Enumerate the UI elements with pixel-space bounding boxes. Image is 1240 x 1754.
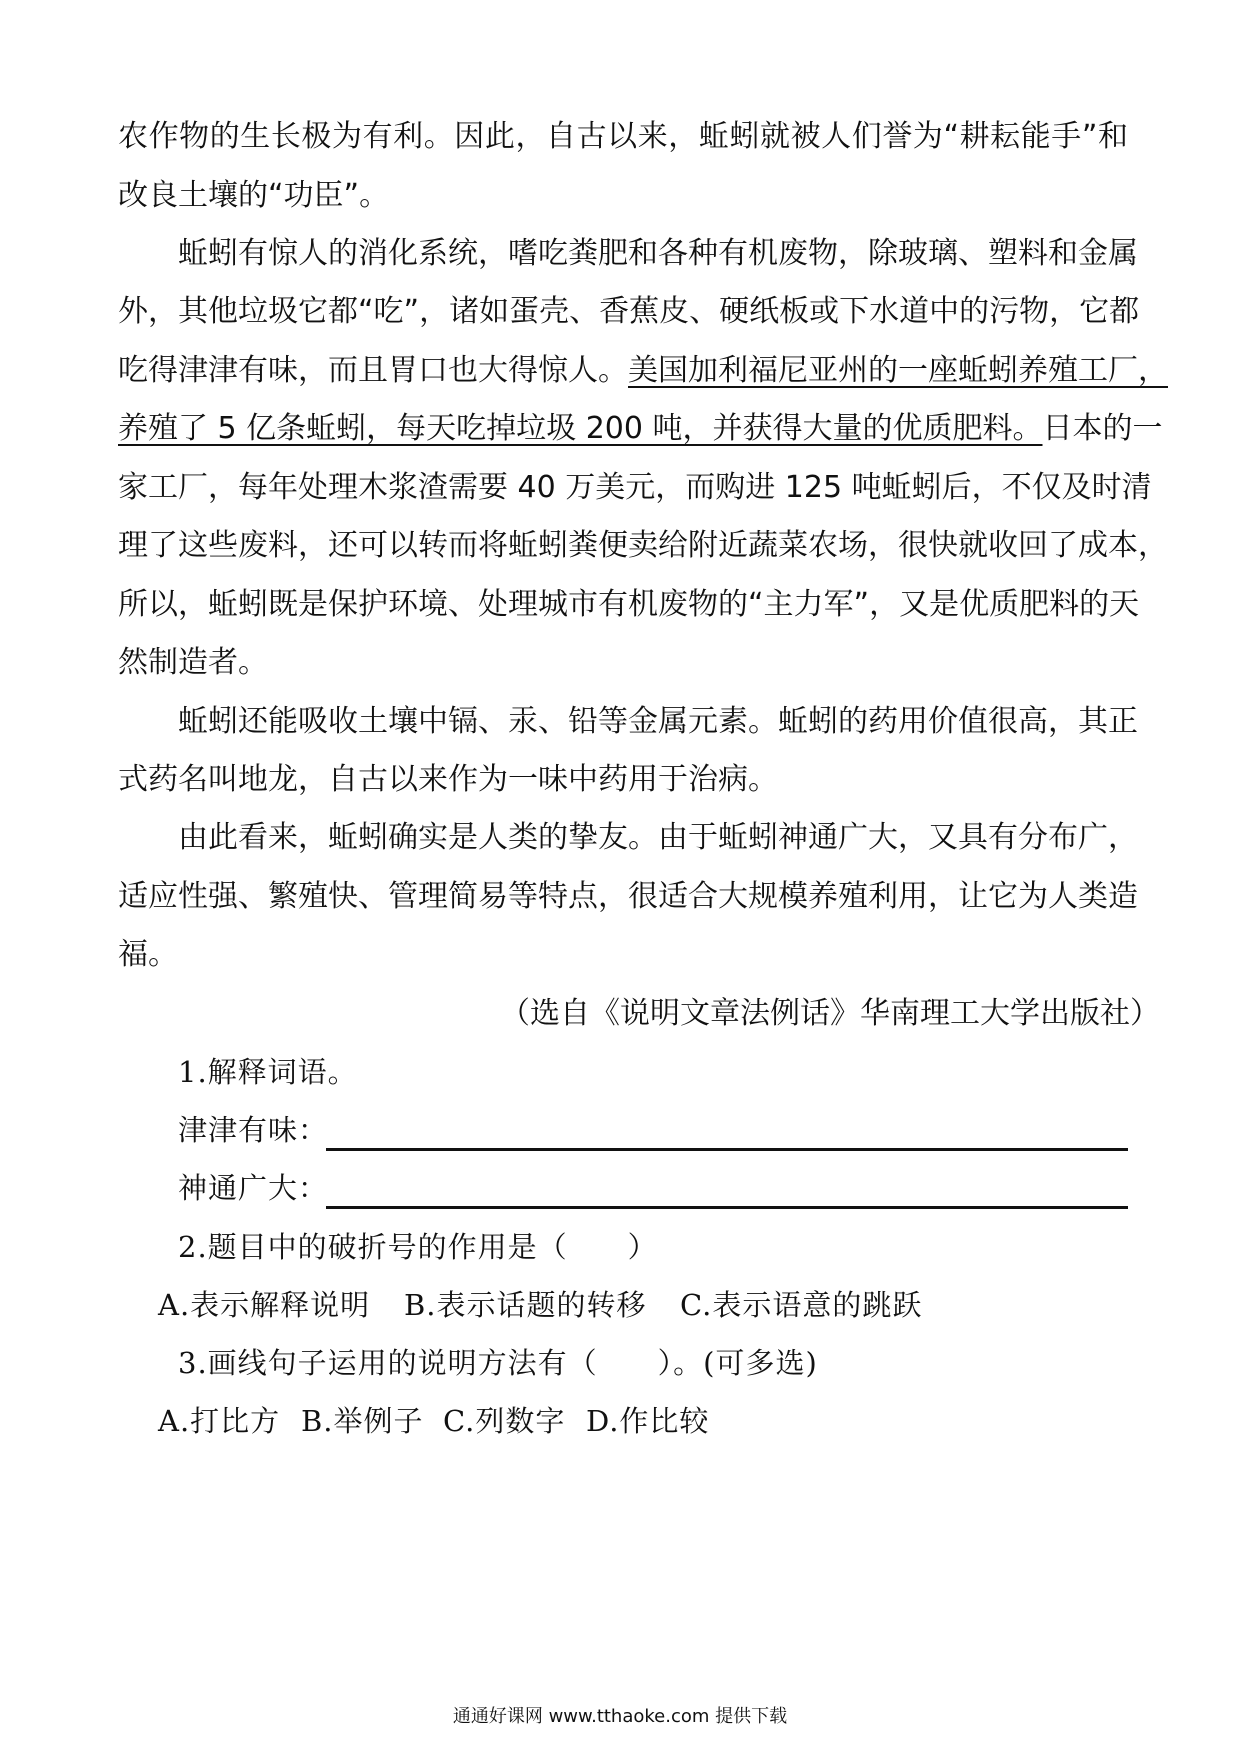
plain-text: 日本的一 bbox=[1042, 411, 1163, 446]
question-2-title: 2.题目中的破折号的作用是（ ） bbox=[178, 1230, 658, 1264]
paragraph-line: 蚯蚓还能吸收土壤中镉、汞、铅等金属元素。蚯蚓的药用价值很高，其正 bbox=[178, 704, 1138, 739]
option-c[interactable]: C.列数字 bbox=[443, 1404, 566, 1438]
paragraph-line bbox=[118, 409, 1163, 449]
paragraph-line: 蚯蚓有惊人的消化系统，嗜吃粪肥和各种有机废物，除玻璃、塑料和金属 bbox=[178, 236, 1138, 271]
question-3-title: 3.画线句子运用的说明方法有（ ）。(可多选) bbox=[178, 1346, 818, 1380]
answer-blank[interactable] bbox=[326, 1148, 1128, 1151]
term-row bbox=[178, 1168, 1128, 1212]
paragraph-line bbox=[118, 351, 1168, 391]
term-label: 津津有味： bbox=[178, 1113, 329, 1147]
option-b[interactable]: B.举例子 bbox=[301, 1404, 424, 1438]
paragraph-line: 由此看来，蚯蚓确实是人类的挚友。由于蚯蚓神通广大，又具有分布广， bbox=[178, 820, 1138, 855]
paragraph-line: 式药名叫地龙，自古以来作为一味中药用于治病。 bbox=[118, 762, 778, 797]
paragraph-line: 适应性强、繁殖快、管理简易等特点，很适合大规模养殖利用，让它为人类造 bbox=[118, 879, 1138, 914]
paragraph-line: 然制造者。 bbox=[118, 645, 268, 680]
term-label: 神通广大： bbox=[178, 1171, 329, 1205]
page-footer: 通通好课网 www.tthaoke.com 提供下载 bbox=[452, 1706, 788, 1727]
paragraph-line: 理了这些废料，还可以转而将蚯蚓粪便卖给附近蔬菜农场，很快就收回了成本， bbox=[118, 528, 1168, 563]
term-row bbox=[178, 1110, 1128, 1154]
option-a[interactable]: A.打比方 bbox=[158, 1404, 281, 1438]
source-citation: （选自《说明文章法例话》华南理工大学出版社） bbox=[500, 996, 1160, 1031]
underlined-sentence: 美国加利福尼亚州的一座蚯蚓养殖工厂， bbox=[628, 353, 1168, 388]
paragraph-line: 家工厂，每年处理木浆渣需要 40 万美元，而购进 125 吨蚯蚓后，不仅及时清 bbox=[118, 470, 1152, 505]
option-d[interactable]: D.作比较 bbox=[586, 1404, 710, 1438]
option-c[interactable]: C.表示语意的跳跃 bbox=[680, 1288, 923, 1322]
option-b[interactable]: B.表示话题的转移 bbox=[404, 1288, 647, 1322]
paragraph-line: 改良土壤的“功臣”。 bbox=[118, 178, 390, 213]
plain-text: 吃得津津有味，而且胃口也大得惊人。 bbox=[118, 353, 628, 388]
paragraph-line: 外，其他垃圾它都“吃”，诸如蛋壳、香蕉皮、硬纸板或下水道中的污物，它都 bbox=[118, 294, 1140, 329]
paragraph-line: 所以，蚯蚓既是保护环境、处理城市有机废物的“主力军”，又是优质肥料的天 bbox=[118, 587, 1140, 622]
option-a[interactable]: A.表示解释说明 bbox=[158, 1288, 371, 1322]
paragraph-line: 农作物的生长极为有利。因此，自古以来，蚯蚓就被人们誉为“耕耘能手”和 bbox=[118, 119, 1128, 154]
underlined-sentence: 养殖了 5 亿条蚯蚓，每天吃掉垃圾 200 吨，并获得大量的优质肥料。 bbox=[118, 411, 1043, 446]
paragraph-line: 福。 bbox=[118, 937, 178, 972]
question-1-title: 1.解释词语。 bbox=[178, 1055, 358, 1089]
answer-blank[interactable] bbox=[326, 1206, 1128, 1209]
